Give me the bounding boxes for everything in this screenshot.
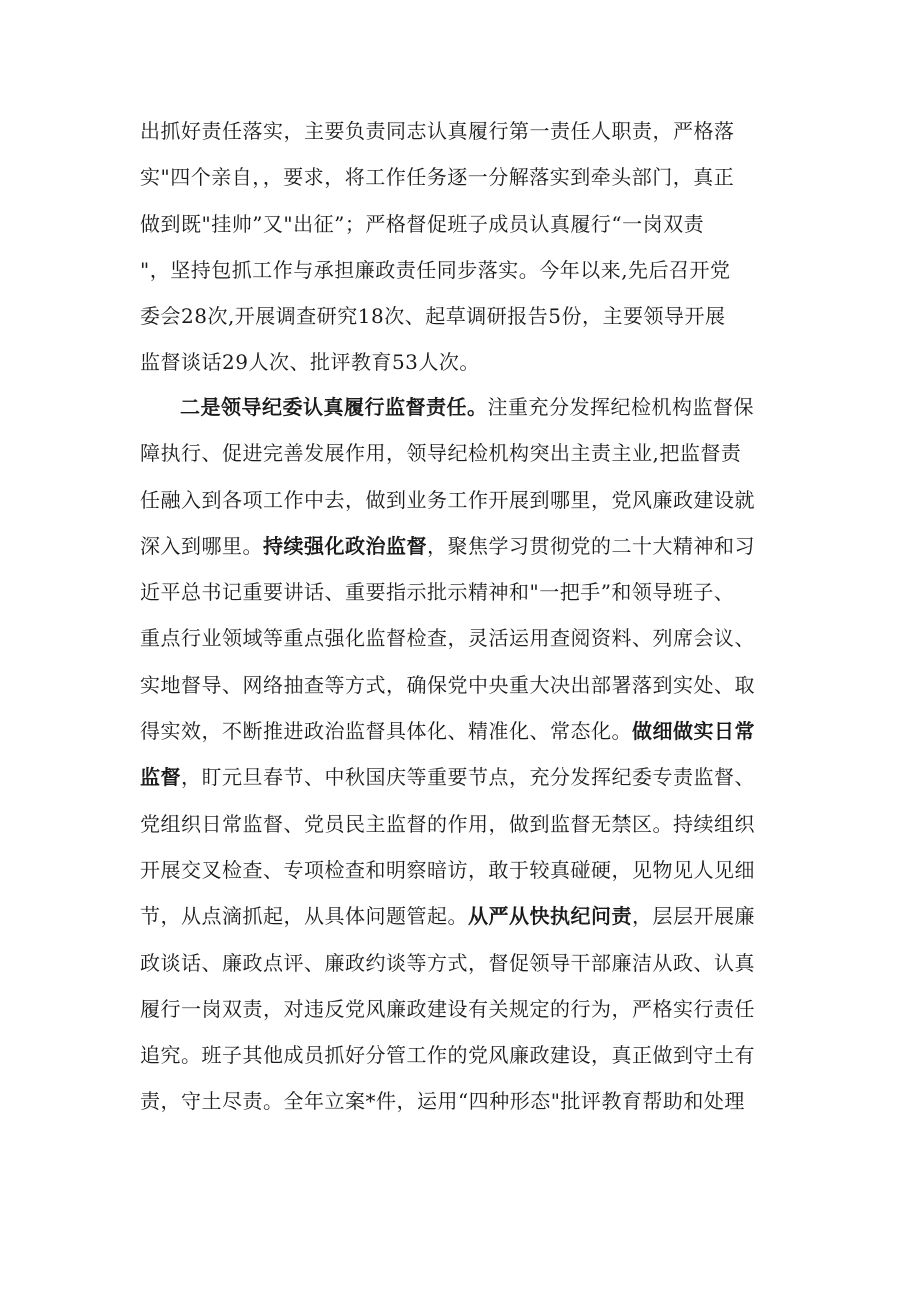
- text-line: [140, 477, 800, 523]
- text-run: 履行一岗双责，对违反党风廉政建设有关规定的行为，严格实行责任: [140, 996, 755, 1021]
- text-line: [140, 940, 800, 986]
- bold-phrase: 做细做实日常: [632, 719, 755, 744]
- text-run: 重点行业领域等重点强化监督检查，灵活运用查阅资料、列席会议、: [140, 626, 755, 651]
- text-line: [140, 384, 800, 430]
- bold-phrase: 持续强化政治监督: [263, 533, 427, 558]
- text-run: "，坚持包抓工作与承担廉政责任同步落实。今年以来,先后召开党: [140, 257, 731, 282]
- bold-phrase: 监督: [140, 765, 181, 790]
- text-line: [140, 430, 800, 476]
- text-run: 开展交叉检查、专项检查和明察暗访，敢于较真碰硬，见物见人见细: [140, 857, 755, 882]
- text-run: 深入到哪里。: [140, 533, 263, 558]
- text-line: [140, 339, 800, 385]
- text-run: 党组织日常监督、党员民主监督的作用，做到监督无禁区。持续组织: [140, 811, 755, 836]
- text-run: ，盯元旦春节、中秋国庆等重要节点，充分发挥纪委专责监督、: [181, 765, 755, 790]
- text-line: [140, 523, 800, 569]
- text-run: 实地督导、网络抽查等方式，确保党中央重大决出部署落到实处、取: [140, 672, 755, 697]
- text-run: ，聚焦学习贯彻党的二十大精神和习: [427, 533, 755, 558]
- text-line: [140, 986, 800, 1032]
- text-line: [140, 201, 800, 247]
- text-line: [140, 801, 800, 847]
- text-line: [140, 754, 800, 800]
- paragraph-supervision-responsibility: [140, 384, 800, 1125]
- text-line: [140, 893, 800, 939]
- text-line: [140, 108, 800, 154]
- text-run: 做到既"挂帅”又"出征”；严格督促班子成员认真履行“一岗双责: [140, 211, 705, 236]
- text-line: [140, 293, 800, 339]
- text-line: [140, 662, 800, 708]
- text-run: 节，从点滴抓起，从具体问题管起。: [140, 904, 468, 929]
- text-line: [140, 1078, 800, 1124]
- text-run: 障执行、促进完善发展作用，领导纪检机构突出主责主业,把监督责: [140, 441, 742, 466]
- text-line: [140, 708, 800, 754]
- text-run: 委会28次,开展调查研究18次、起草调研报告5份，主要领导开展: [140, 304, 726, 329]
- text-run: ，层层开展廉: [632, 904, 755, 929]
- paragraph-leadership-responsibility: [140, 108, 800, 386]
- text-line: [140, 615, 800, 661]
- text-run: 政谈话、廉政点评、廉政约谈等方式，督促领导干部廉洁从政、认真: [140, 950, 755, 975]
- text-run: 得实效，不断推进政治监督具体化、精准化、常态化。: [140, 719, 632, 744]
- text-run: 追究。班子其他成员抓好分管工作的党风廉政建设，真正做到守土有: [140, 1043, 755, 1068]
- text-run: 任融入到各项工作中去，做到业务工作开展到哪里，党风廉政建设就: [140, 487, 755, 512]
- text-line: [140, 154, 800, 200]
- text-line: [140, 847, 800, 893]
- text-run: 实"四个亲自，，要求，将工作任务逐一分解落实到牵头部门，真正: [140, 165, 735, 190]
- text-run: 责，守土尽责。全年立案*件，运用“四种形态"批评教育帮助和处理: [140, 1089, 745, 1114]
- text-line: [140, 1032, 800, 1078]
- text-run: 近平总书记重要讲话、重要指示批示精神和"一把手”和领导班子、: [140, 580, 735, 605]
- text-run: 出抓好责任落实，主要负责同志认真履行第一责任人职责，严格落: [140, 119, 735, 143]
- text-run: 注重充分发挥纪检机构监督保: [487, 395, 754, 419]
- bold-phrase: 二是领导纪委认真履行监督责任。: [180, 395, 488, 419]
- text-line: [140, 569, 800, 615]
- text-line: [140, 247, 800, 293]
- bold-phrase: 从严从快执纪问责: [468, 904, 632, 929]
- text-run: 监督谈话29人次、批评教育53人次。: [140, 350, 480, 375]
